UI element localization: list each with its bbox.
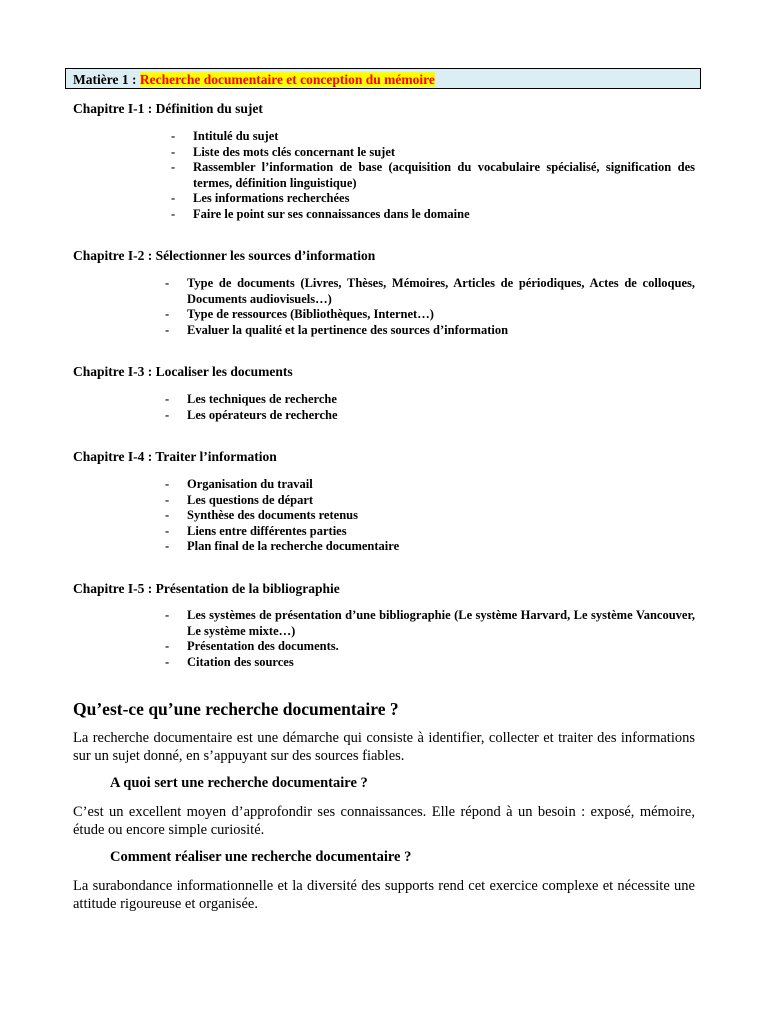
list-item: - Les questions de départ (165, 492, 314, 507)
list-item: - Type de documents (Livres, Thèses, Mémoires, Articles de périodiques, Actes de colloques, Documents audiovisuels…) (165, 276, 695, 306)
list-item: - Liens entre différentes parties (165, 523, 347, 538)
question-1-heading: A quoi sert une recherche documentaire ? (110, 775, 368, 791)
chapter-2-list (165, 276, 695, 338)
answer-1-paragraph: C’est un excellent moyen d’approfondir ses connaissances. Elle répond à un besoin : exposé, mémoire, étude ou encore simple curiosité. (73, 804, 695, 838)
list-item: - Citation des sources (165, 654, 294, 669)
chapter-4-list (165, 477, 695, 555)
matiere-title: Recherche documentaire et conception du mémoire (139, 72, 435, 87)
list-item: - Les techniques de recherche (165, 392, 337, 406)
list-item: - Faire le point sur ses connaissances dans le domaine (171, 206, 470, 221)
list-item: - Intitulé du sujet (171, 129, 279, 143)
matiere-prefix: Matière 1 : (73, 72, 140, 87)
list-item: - Rassembler l’information de base (acquisition du vocabulaire spécialisé, signification des termes, définition linguistique) (171, 160, 695, 190)
answer-2-paragraph: La surabondance informationnelle et la diversité des supports rend cet exercice complexe et nécessite une attitude rigoureuse et organisée. (73, 878, 695, 912)
list-item: - Les systèmes de présentation d’une bibliographie (Le système Harvard, Le système Vancouver, Le système mixte…) (165, 608, 695, 638)
chapter-2-title: Chapitre I-2 : Sélectionner les sources d’information (73, 248, 376, 263)
section-title: Qu’est-ce qu’une recherche documentaire ? (73, 699, 399, 719)
list-item: - Plan final de la recherche documentaire (165, 539, 400, 554)
list-item: - Type de ressources (Bibliothèques, Internet…) (165, 307, 434, 322)
list-item: - Les opérateurs de recherche (165, 407, 338, 422)
matiere-header (65, 68, 701, 89)
intro-paragraph: La recherche documentaire est une démarche qui consiste à identifier, collecter et traiter des informations sur un sujet donné, en s’appuyant sur des sources fiables. (73, 730, 695, 764)
chapter-5-list (165, 608, 695, 670)
list-item: - Présentation des documents. (165, 639, 339, 654)
chapter-5-title: Chapitre I-5 : Présentation de la bibliographie (73, 581, 340, 596)
list-item: - Evaluer la qualité et la pertinence des sources d’information (165, 322, 509, 337)
list-item: - Synthèse des documents retenus (165, 508, 358, 523)
list-item: - Liste des mots clés concernant le sujet (171, 144, 396, 159)
chapter-3-list (165, 392, 695, 423)
chapter-3-title: Chapitre I-3 : Localiser les documents (73, 364, 293, 379)
chapter-4-title: Chapitre I-4 : Traiter l’information (73, 449, 277, 464)
chapter-1-list (171, 129, 695, 223)
list-item: - Les informations recherchées (171, 191, 350, 206)
list-item: - Organisation du travail (165, 477, 313, 491)
chapter-1-title: Chapitre I-1 : Définition du sujet (73, 101, 263, 116)
question-2-heading: Comment réaliser une recherche documentaire ? (110, 849, 412, 865)
